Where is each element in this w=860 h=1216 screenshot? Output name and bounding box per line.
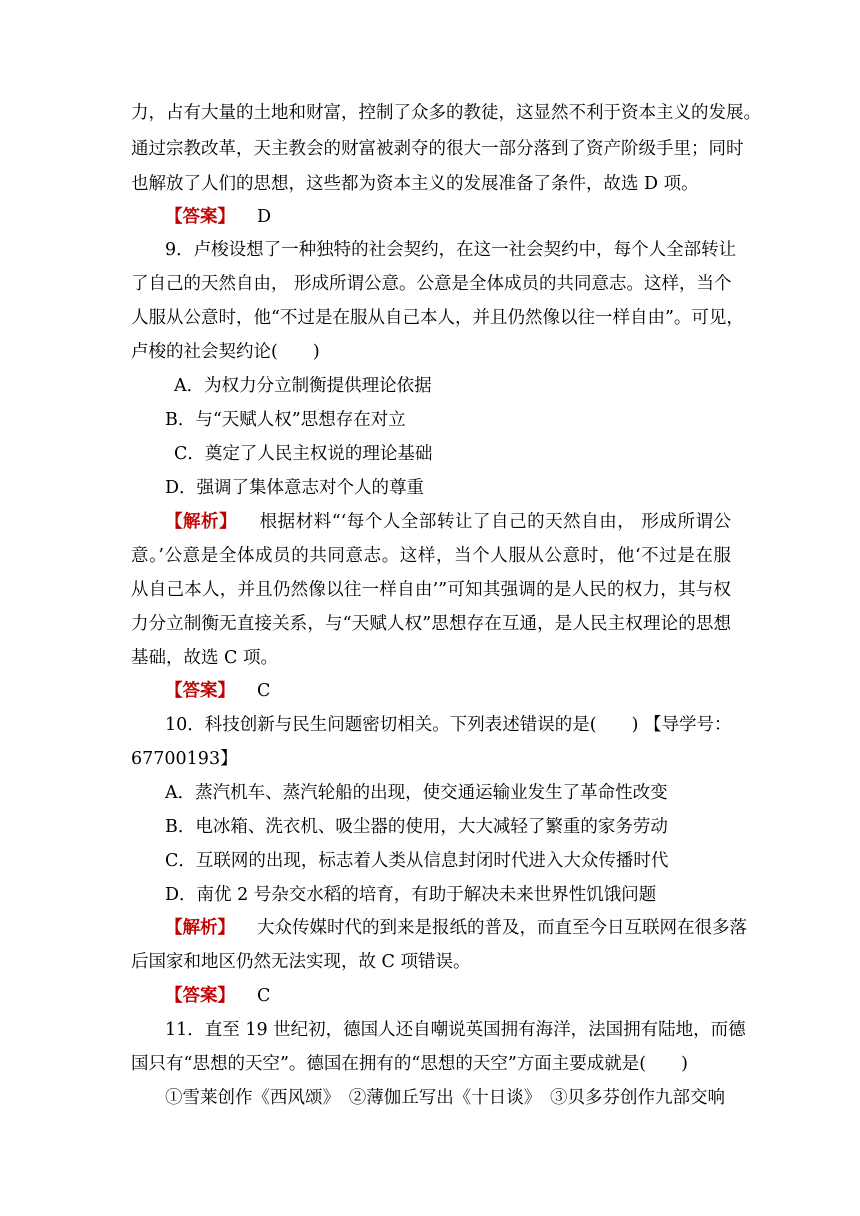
answer-value: C (257, 681, 271, 701)
analysis-line: 从自己本人，并且仍然像以往一样自由’”可知其强调的是人民的权力，其与权 (131, 580, 731, 600)
analysis-label: 【解析】 (165, 918, 235, 938)
question-stem: 了自己的天然自由， 形成所谓公意。公意是全体成员的共同意志。这样，当个 (131, 274, 732, 294)
analysis-line: 后国家和地区仍然无法实现，故 C 项错误。 (131, 952, 471, 972)
question-stem: 9．卢梭设想了一种独特的社会契约，在这一社会契约中，每个人全部转让 (165, 240, 737, 260)
analysis-line (165, 510, 731, 534)
option-c: C．互联网的出现，标志着人类从信息封闭时代进入大众传播时代 (165, 851, 669, 871)
option-d: D．南优 2 号杂交水稻的培育，有助于解决未来世界性饥饿问题 (165, 885, 657, 905)
analysis-line: 力分立制衡无直接关系，与“天赋人权”思想存在互通，是人民主权理论的思想 (131, 614, 731, 634)
answer-value: C (257, 986, 271, 1006)
analysis-line (165, 916, 747, 940)
text-line: 通过宗教改革，天主教会的财富被剥夺的很大一部分落到了资产阶级手里；同时 (131, 139, 744, 159)
option-a: A．蒸汽机车、蒸汽轮船的出现，使交通运输业发生了革命性改变 (165, 783, 668, 803)
analysis-line: 意。’公意是全体成员的共同意志。这样，当个人服从公意时，他‘不过是在服 (131, 546, 731, 566)
question-items: ①雪莱创作《西风颂》 ②薄伽丘写出《十日谈》 ③贝多芬创作九部交响 (165, 1088, 725, 1108)
question-stem: 10．科技创新与民生问题密切相关。下列表述错误的是( ) 【导学号： (165, 715, 732, 735)
answer-line (165, 984, 765, 1008)
option-b: B．电冰箱、洗衣机、吸尘器的使用，大大减轻了繁重的家务劳动 (165, 817, 668, 837)
answer-label: 【答案】 (165, 986, 235, 1006)
question-stem: 国只有“思想的天空”。德国在拥有的“思想的天空”方面主要成就是( ) (131, 1054, 688, 1074)
analysis-line: 基础，故选 C 项。 (131, 648, 279, 668)
option-b: B．与“天赋人权”思想存在对立 (165, 410, 406, 430)
answer-label: 【答案】 (165, 681, 235, 701)
answer-value: D (257, 207, 272, 227)
question-stem: 11．直至 19 世纪初，德国人还自嘲说英国拥有海洋，法国拥有陆地，而德 (165, 1020, 746, 1040)
analysis-label: 【解析】 (165, 512, 238, 532)
option-c: C．奠定了人民主权说的理论基础 (174, 444, 433, 464)
text-line: 也解放了人们的思想，这些都为资本主义的发展准备了条件，故选 D 项。 (131, 174, 699, 194)
answer-label: 【答案】 (165, 207, 235, 227)
answer-line (165, 205, 765, 229)
question-stem: 卢梭的社会契约论( ) (131, 342, 320, 362)
question-stem: 67700193】 (131, 749, 238, 769)
question-stem: 人服从公意时，他“不过是在服从自己本人，并且仍然像以往一样自由”。可见， (131, 308, 744, 328)
option-d: D．强调了集体意志对个人的尊重 (165, 478, 425, 498)
answer-line (165, 679, 765, 703)
analysis-text: 根据材料“‘每个人全部转让了自己的天然自由， 形成所谓公 (259, 512, 731, 532)
option-a: A．为权力分立制衡提供理论依据 (174, 376, 432, 396)
analysis-text: 大众传媒时代的到来是报纸的普及，而直至今日互联网在很多落 (257, 918, 747, 938)
text-line: 力，占有大量的土地和财富，控制了众多的教徒，这显然不利于资本主义的发展。 (131, 103, 761, 123)
